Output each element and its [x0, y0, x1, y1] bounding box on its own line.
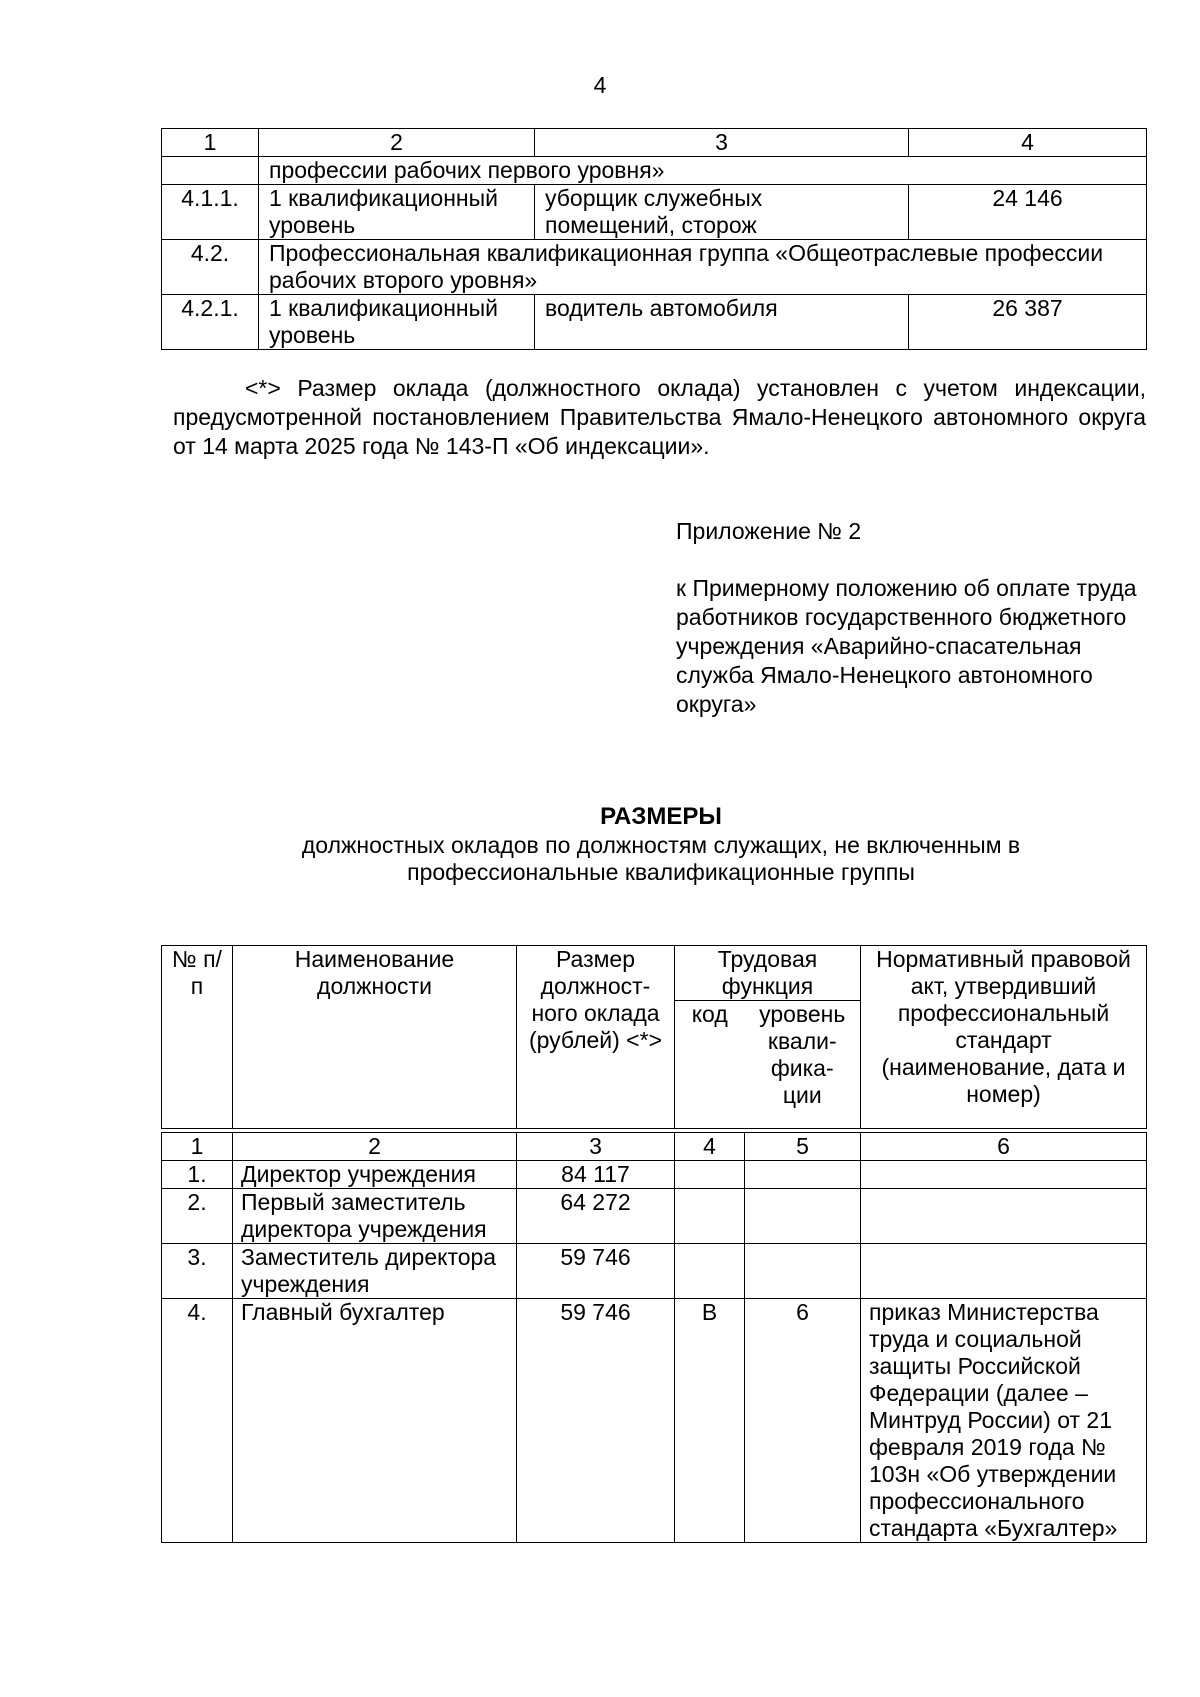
row-number: 1.	[162, 1161, 233, 1189]
header-name: Наименование должности	[233, 946, 517, 1129]
qualification-level: 1 квалификационный уровень	[259, 185, 535, 240]
salary-value: 26 387	[909, 295, 1147, 350]
table-row	[162, 1299, 1147, 1543]
header-labor-function: Трудовая функция	[675, 946, 861, 1001]
table-row	[162, 295, 1147, 350]
table-row	[162, 1189, 1147, 1244]
table-row	[162, 157, 1147, 185]
table-row	[162, 185, 1147, 240]
column-number: 3	[535, 129, 909, 157]
salary-value: 59 746	[517, 1299, 675, 1543]
column-numbers-row	[162, 1133, 1147, 1161]
qualification-level	[745, 1189, 861, 1244]
header-code: код	[675, 1001, 745, 1129]
table-row	[162, 1161, 1147, 1189]
header-salary: Размер должност-ного оклада (рублей) <*>	[517, 946, 675, 1129]
column-number: 4	[675, 1133, 745, 1161]
qualification-level: 6	[745, 1299, 861, 1543]
qualification-level: 1 квалификационный уровень	[259, 295, 535, 350]
table-header-row	[162, 946, 1147, 1001]
function-code	[675, 1161, 745, 1189]
row-number: 4.2.	[162, 240, 259, 295]
position-name: Заместитель директора учреждения	[233, 1244, 517, 1299]
document-subtitle	[0, 832, 1200, 886]
subtitle-line: профессиональные квалификационные группы	[407, 859, 915, 885]
document-title: РАЗМЕРЫ	[600, 803, 722, 830]
legal-act: приказ Министерства труда и социальной защиты Российской Федерации (далее – Минтруд России) от 21 февраля 2019 года № 103н «Об утверждении профессионального стандарта «Бухгалтер»	[861, 1299, 1147, 1543]
row-number: 4.1.1.	[162, 185, 259, 240]
table-row	[162, 240, 1147, 295]
table-header-row	[162, 129, 1147, 157]
column-number: 2	[259, 129, 535, 157]
header-num: № п/п	[162, 946, 233, 1129]
qualification-level	[745, 1161, 861, 1189]
salary-table-employees	[161, 945, 1147, 1543]
column-number: 1	[162, 129, 259, 157]
salary-value: 84 117	[517, 1161, 675, 1189]
group-title: Профессиональная квалификационная группа «Общеотраслевые профессии рабочих второго уровня»	[259, 240, 1147, 295]
column-number: 3	[517, 1133, 675, 1161]
subtitle-line: должностных окладов по должностям служащих, не включенным в	[301, 832, 1021, 858]
salary-value: 59 746	[517, 1244, 675, 1299]
column-number: 4	[909, 129, 1147, 157]
row-number: 4.	[162, 1299, 233, 1543]
table-row	[162, 1244, 1147, 1299]
salary-value: 64 272	[517, 1189, 675, 1244]
column-number: 6	[861, 1133, 1147, 1161]
column-number: 1	[162, 1133, 233, 1161]
column-number: 2	[233, 1133, 517, 1161]
footnote: <*> Размер оклада (должностного оклада) установлен с учетом индексации, предусмотренной постановлением Правительства Ямало-Ненецкого автономного округа от 14 марта 2025 года № 143-П «Об индексации».	[173, 375, 1146, 459]
row-number	[162, 157, 259, 185]
position-name: уборщик служебных помещений, сторож	[535, 185, 909, 240]
position-name: Директор учреждения	[233, 1161, 517, 1189]
annex-number: Приложение № 2	[676, 518, 862, 544]
row-number: 4.2.1.	[162, 295, 259, 350]
function-code: В	[675, 1299, 745, 1543]
row-number: 3.	[162, 1244, 233, 1299]
position-name: Главный бухгалтер	[233, 1299, 517, 1543]
header-act: Нормативный правовой акт, утвердивший профессиональный стандарт (наименование, дата и номер)	[861, 946, 1147, 1129]
group-title: профессии рабочих первого уровня»	[259, 157, 1147, 185]
page-number: 4	[593, 72, 607, 98]
salary-table-workers	[161, 128, 1147, 350]
legal-act	[861, 1244, 1147, 1299]
function-code	[675, 1244, 745, 1299]
header-level: уровень квали-фика-ции	[745, 1001, 861, 1129]
position-name: Первый заместитель директора учреждения	[233, 1189, 517, 1244]
annex-reference: к Примерному положению об оплате труда работников государственного бюджетного учреждения «Аварийно-спасательная служба Ямало-Ненецкого автономного округа»	[676, 575, 1137, 717]
legal-act	[861, 1189, 1147, 1244]
row-number: 2.	[162, 1189, 233, 1244]
salary-value: 24 146	[909, 185, 1147, 240]
function-code	[675, 1189, 745, 1244]
legal-act	[861, 1161, 1147, 1189]
column-number: 5	[745, 1133, 861, 1161]
position-name: водитель автомобиля	[535, 295, 909, 350]
qualification-level	[745, 1244, 861, 1299]
